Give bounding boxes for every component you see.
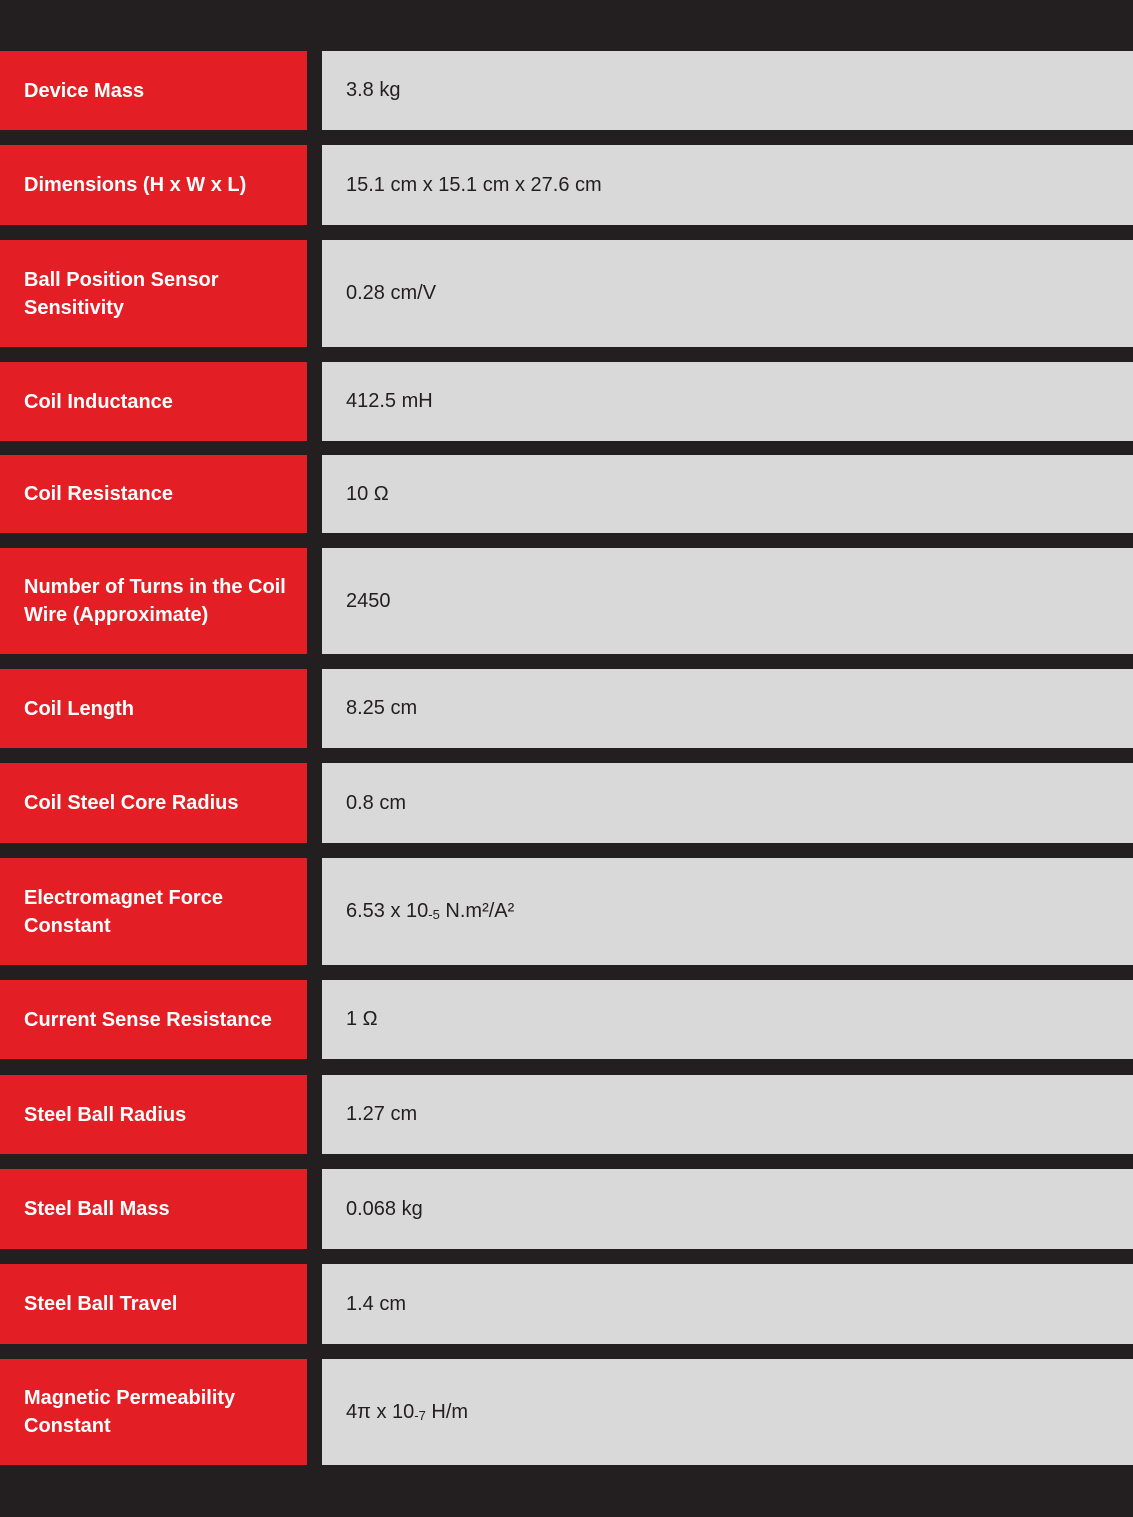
spec-label: Ball Position Sensor Sensitivity <box>0 240 307 347</box>
spec-row-coil-resistance <box>0 455 1133 533</box>
spec-label: Steel Ball Mass <box>0 1169 307 1249</box>
spec-value: 2450 <box>322 548 1133 654</box>
spec-label: Steel Ball Radius <box>0 1075 307 1154</box>
exponent-text: -5 <box>428 907 440 922</box>
spec-row-dimensions <box>0 145 1133 225</box>
exponent-text: -7 <box>414 1407 426 1423</box>
spec-label: Electromagnet Force Constant <box>0 858 307 965</box>
spec-value: 0.28 cm/V <box>322 240 1133 347</box>
spec-value: 10 Ω <box>322 455 1133 533</box>
spec-row-coil-inductance <box>0 362 1133 441</box>
spec-label: Steel Ball Travel <box>0 1264 307 1344</box>
spec-value: 3.8 kg <box>322 51 1133 130</box>
spec-value: 1.4 cm <box>322 1264 1133 1344</box>
spec-row-device-mass <box>0 51 1133 130</box>
spec-row-current-sense-resistance <box>0 980 1133 1059</box>
spec-label: Device Mass <box>0 51 307 130</box>
spec-value: 6.53 x 10 -5 N.m²/A² <box>322 858 1133 965</box>
spec-label: Coil Length <box>0 669 307 748</box>
spec-value: 15.1 cm x 15.1 cm x 27.6 cm <box>322 145 1133 225</box>
spec-value: 0.8 cm <box>322 763 1133 843</box>
spec-row-ball-position-sensor-sensitivity <box>0 240 1133 347</box>
spec-row-magnetic-permeability-constant <box>0 1359 1133 1465</box>
spec-row-coil-steel-core-radius <box>0 763 1133 843</box>
spec-row-coil-length <box>0 669 1133 748</box>
spec-value: 8.25 cm <box>322 669 1133 748</box>
spec-row-steel-ball-travel <box>0 1264 1133 1344</box>
spec-label: Magnetic Permeability Constant <box>0 1359 307 1465</box>
spec-row-steel-ball-mass <box>0 1169 1133 1249</box>
spec-value: 412.5 mH <box>322 362 1133 441</box>
spec-label: Dimensions (H x W x L) <box>0 145 307 225</box>
spec-value: 4π x 10 -7 H/m <box>322 1359 1133 1465</box>
spec-label: Coil Steel Core Radius <box>0 763 307 843</box>
spec-label: Current Sense Resistance <box>0 980 307 1059</box>
spec-row-electromagnet-force-constant <box>0 858 1133 965</box>
spec-label: Number of Turns in the Coil Wire (Approximate) <box>0 548 307 654</box>
spec-value: 0.068 kg <box>322 1169 1133 1249</box>
spec-row-steel-ball-radius <box>0 1075 1133 1154</box>
spec-value: 1.27 cm <box>322 1075 1133 1154</box>
spec-row-number-of-turns <box>0 548 1133 654</box>
spec-label: Coil Resistance <box>0 455 307 533</box>
spec-value: 1 Ω <box>322 980 1133 1059</box>
spec-label: Coil Inductance <box>0 362 307 441</box>
